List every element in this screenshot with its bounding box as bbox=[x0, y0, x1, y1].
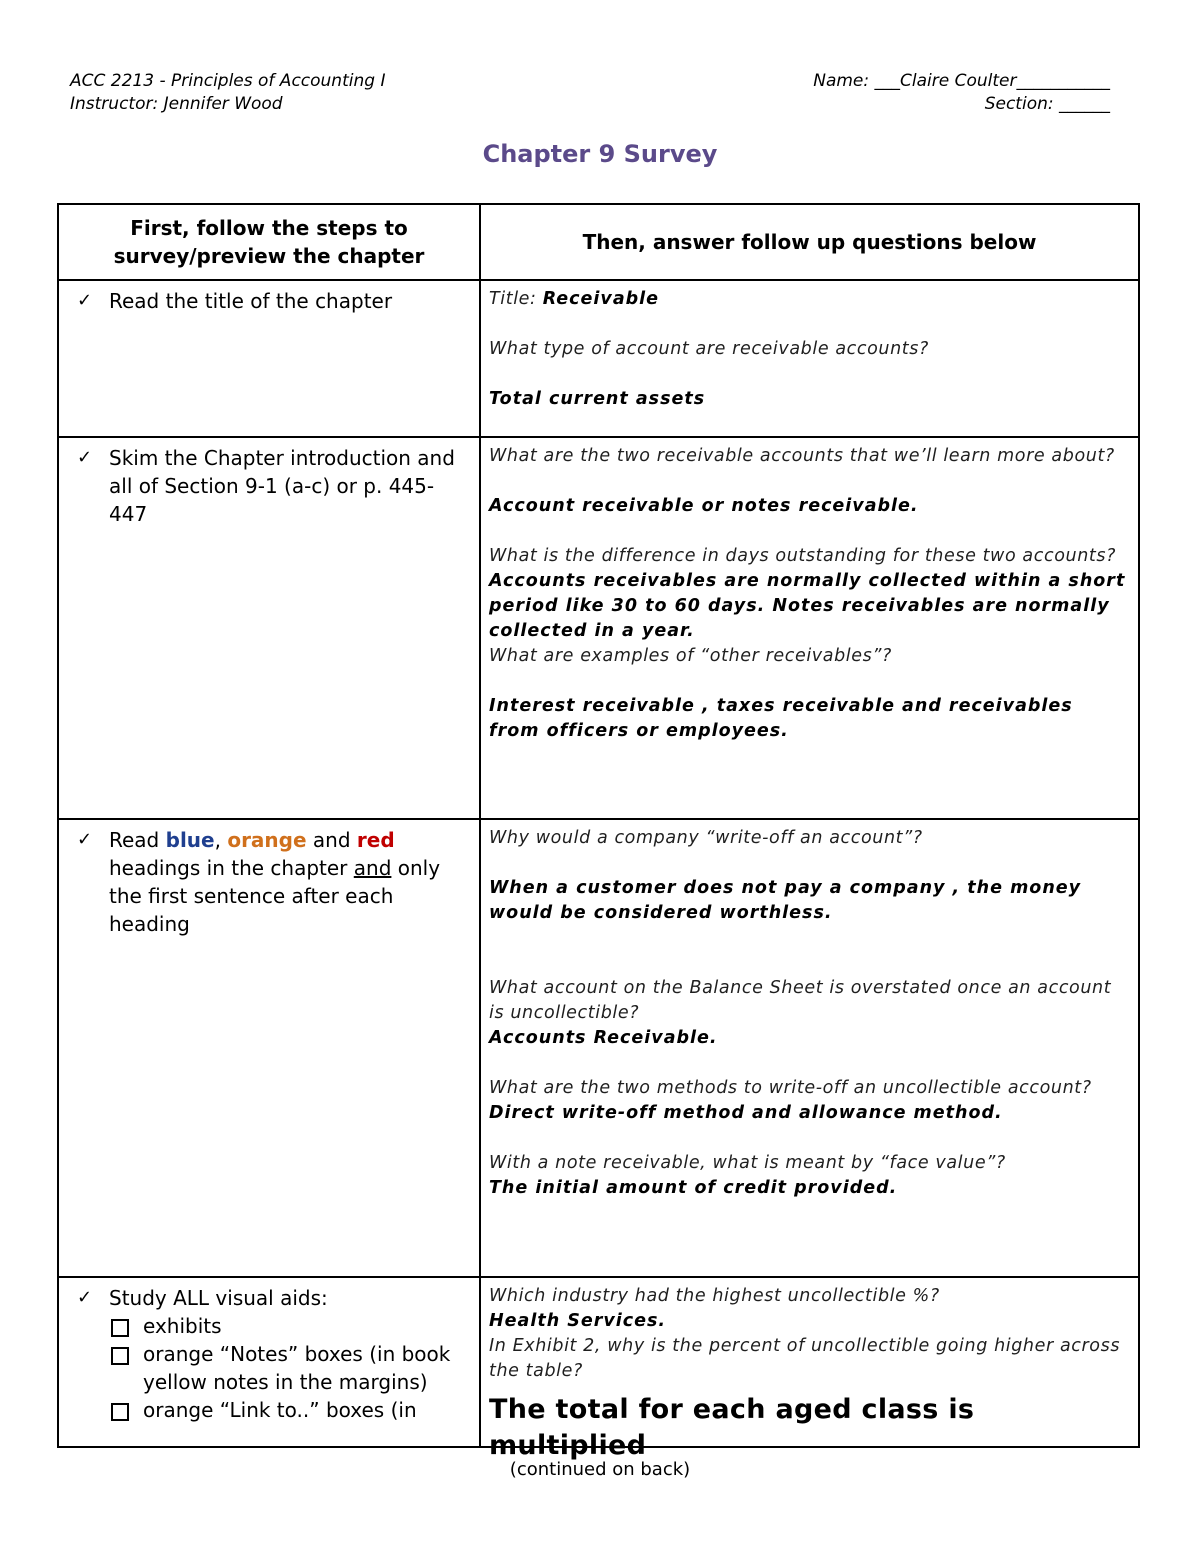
answer: Account receivable or notes receivable. bbox=[489, 496, 919, 516]
answer-cell bbox=[480, 819, 1139, 1277]
header-left-cell: First, follow the steps to survey/preview the chapter bbox=[58, 204, 480, 280]
question: What are the two receivable accounts that we’ll learn more about? bbox=[489, 446, 1115, 466]
student-name: Name: ___Claire Coulter___________ bbox=[813, 71, 1110, 91]
page-title: Chapter 9 Survey bbox=[482, 140, 718, 168]
question: With a note receivable, what is meant by “face value”? bbox=[489, 1153, 1006, 1173]
answer: Direct write-off method and allowance method. bbox=[489, 1103, 1003, 1123]
survey-table bbox=[57, 203, 1140, 1461]
step-cell bbox=[58, 819, 480, 1277]
table-header-row bbox=[58, 204, 1139, 280]
answer-cell bbox=[480, 1277, 1139, 1461]
question: In Exhibit 2, why is the percent of uncollectible going higher across the table? bbox=[489, 1336, 1121, 1381]
step-text: Read blue, orange and red headings in the chapter and only the first sentence after each heading bbox=[109, 828, 441, 936]
title-value: Receivable bbox=[542, 289, 660, 309]
answer: When a customer does not pay a company , the money would be considered worthless. bbox=[489, 878, 1082, 923]
header-left bbox=[70, 70, 385, 116]
step-text: Study ALL visual aids: bbox=[109, 1286, 328, 1310]
title-label: Title: bbox=[489, 289, 543, 309]
answer-cell bbox=[480, 280, 1139, 437]
table-row bbox=[58, 437, 1139, 819]
answer-cell bbox=[480, 437, 1139, 819]
answer: The initial amount of credit provided. bbox=[489, 1178, 898, 1198]
checkbox-icon[interactable] bbox=[111, 1319, 129, 1337]
step-text: Skim the Chapter introduction and all of Section 9-1 (a-c) or p. 445-447 bbox=[109, 446, 455, 526]
table-row bbox=[58, 819, 1139, 1277]
answer: Interest receivable , taxes receivable and receivables from officers or employees. bbox=[489, 696, 1073, 741]
step-cell bbox=[58, 437, 480, 819]
checkmark-icon: ✓ bbox=[77, 829, 93, 850]
course-title: ACC 2213 - Principles of Accounting I bbox=[70, 71, 386, 91]
question: What are the two methods to write-off an uncollectible account? bbox=[489, 1078, 1092, 1098]
list-item: orange “Link to..” boxes (in bbox=[109, 1396, 469, 1424]
visual-aids-list bbox=[109, 1312, 469, 1424]
header-right-cell: Then, answer follow up questions below bbox=[480, 204, 1139, 280]
instructor: Instructor: Jennifer Wood bbox=[70, 94, 283, 114]
checkmark-icon: ✓ bbox=[77, 447, 93, 468]
answer: Accounts Receivable. bbox=[489, 1028, 718, 1048]
question: Which industry had the highest uncollectible %? bbox=[489, 1286, 940, 1306]
checkbox-icon[interactable] bbox=[111, 1347, 129, 1365]
underlined-and: and bbox=[353, 856, 392, 880]
checkmark-icon: ✓ bbox=[77, 290, 93, 311]
question: What are examples of “other receivables”? bbox=[489, 646, 892, 666]
title-line bbox=[489, 287, 1130, 312]
question: What account on the Balance Sheet is overstated once an account is uncollectible? bbox=[489, 978, 1112, 1023]
checkmark-icon: ✓ bbox=[77, 1287, 93, 1308]
blue-word: blue bbox=[165, 828, 215, 852]
section-field: Section: ______ bbox=[984, 94, 1110, 114]
list-item: exhibits bbox=[109, 1312, 469, 1340]
table-row bbox=[58, 1277, 1139, 1447]
answer: Accounts receivables are normally collected within a short period like 30 to 60 days. Notes receivables are normally collected in a year. bbox=[489, 571, 1126, 641]
step-cell bbox=[58, 1277, 480, 1447]
question: Why would a company “write-off an account”? bbox=[489, 828, 923, 848]
header-right bbox=[813, 70, 1110, 116]
answer: Health Services. bbox=[489, 1311, 667, 1331]
answer: The total for each aged class is multiplied bbox=[489, 1394, 975, 1461]
question: What is the difference in days outstanding for these two accounts? bbox=[489, 546, 1116, 566]
checkbox-icon[interactable] bbox=[111, 1403, 129, 1421]
continued-note: (continued on back) bbox=[509, 1459, 691, 1480]
list-item: orange “Notes” boxes (in book yellow notes in the margins) bbox=[109, 1340, 469, 1396]
answer: Total current assets bbox=[489, 389, 706, 409]
orange-word: orange bbox=[227, 828, 307, 852]
question: What type of account are receivable accounts? bbox=[489, 339, 929, 359]
table-row bbox=[58, 280, 1139, 437]
step-text: Read the title of the chapter bbox=[109, 289, 393, 313]
red-word: red bbox=[356, 828, 395, 852]
step-cell bbox=[58, 280, 480, 437]
